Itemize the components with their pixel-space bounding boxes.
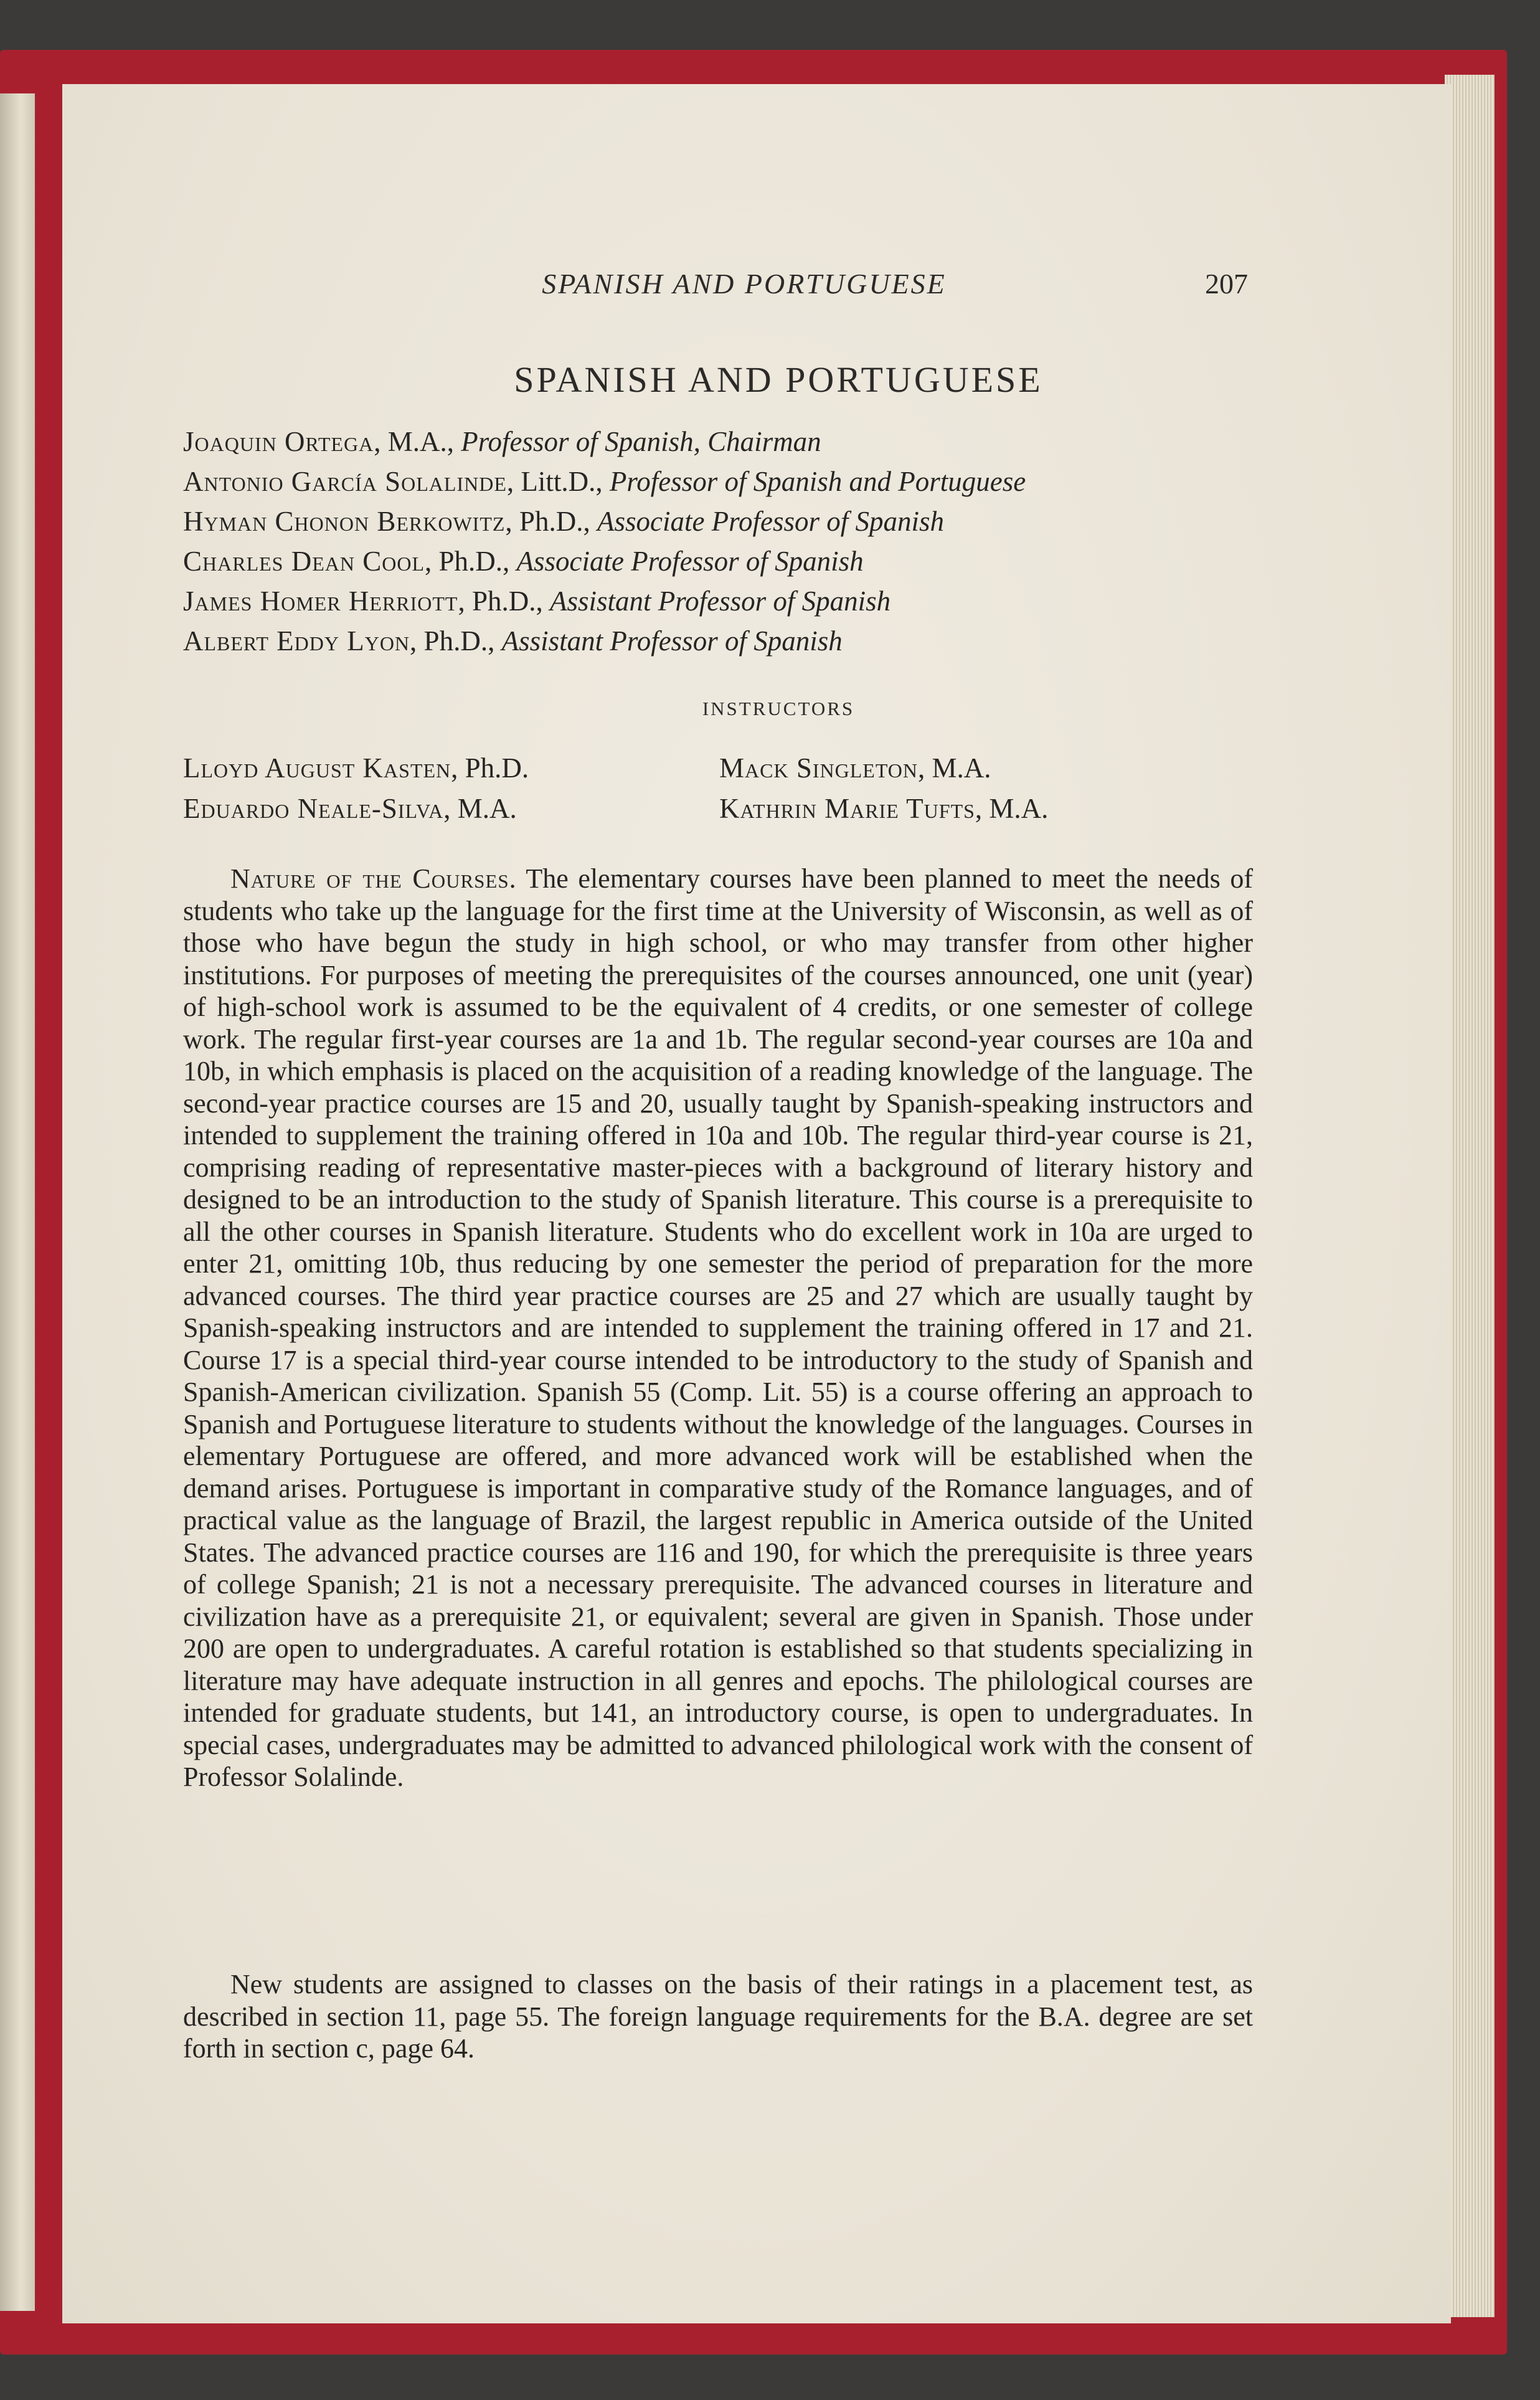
faculty-degree: , M.A.,	[374, 426, 461, 457]
faculty-entry	[183, 625, 1304, 665]
instructors-heading: INSTRUCTORS	[702, 698, 855, 719]
faculty-degree: , Litt.D.,	[506, 466, 610, 497]
faculty-name: Hyman Chonon Berkowitz	[183, 506, 506, 537]
faculty-title: Professor of Spanish, Chairman	[461, 426, 821, 457]
faculty-entry	[183, 505, 1304, 545]
previous-page-edge	[0, 93, 35, 2311]
faculty-name: Antonio García Solalinde	[183, 466, 507, 497]
faculty-entry	[183, 425, 1304, 465]
faculty-title: Assistant Professor of Spanish	[501, 625, 843, 657]
instructor-name: Kathrin Marie Tufts	[719, 793, 975, 824]
instructor-entry	[183, 752, 529, 784]
instructor-name: Lloyd August Kasten	[183, 752, 451, 784]
faculty-degree: , Ph.D.,	[458, 586, 550, 617]
faculty-list	[183, 425, 1304, 665]
instructor-degree: , M.A.	[443, 793, 517, 824]
instructor-entry	[183, 792, 517, 825]
paragraph-text: The elementary courses have been planned to meet the needs of students who take up the language for the first time at the University of Wisconsin, as well as of those who have begun the study in high school, or who may transfer from other higher institutions. For purposes of meeting the prerequisites of the courses announced, one unit (year) of high-school work is assumed to be the equivalent of 4 credits, or one semester of college work. The regular first-year courses are 1a and 1b. The regular second-year courses are 10a and 10b, in which emphasis is placed on the acquisition of a reading knowledge of the language. The second-year practice courses are 15 and 20, usually taught by Spanish-speaking instructors and intended to supplement the training offered in 10a and 10b. The regular third-year course is 21, comprising reading of representative master-pieces with a background of literary history and designed to be an introduction to the study of Spanish literature. This course is a prerequisite to all the other courses in Spanish literature. Students who do excellent work in 10a are urged to enter 21, omitting 10b, thus reducing by one semester the period of preparation for the more advanced courses. The third year practice courses are 25 and 27 which are usually taught by Spanish-speaking instructors and are intended to supplement the training offered in 17 and 21. Course 17 is a special third-year course intended to be introductory to the study of Spanish and Spanish-American civilization. Spanish 55 (Comp. Lit. 55) is a course offering an approach to Spanish and Portuguese literature to students without the knowledge of the languages. Courses in elementary Portuguese are offered, and more advanced work will be established when the demand arises. Portuguese is important in comparative study of the Romance languages, and of practical value as the language of Brazil, the largest republic in America outside of the United States. The advanced practice courses are 116 and 190, for which the prerequisite is three years of college Spanish; 21 is not a necessary prerequisite. The advanced courses in literature and civilization have as a prerequisite 21, or equivalent; several are given in Spanish. Those under 200 are open to undergraduates. A careful rotation is established so that students specializing in literature may have adequate instruction in all genres and epochs. The philological courses are intended for graduate students, but 141, an introductory course, is open to undergraduates. In special cases, undergraduates may be admitted to advanced philological work with the consent of Professor Solalinde.	[183, 863, 1253, 1792]
faculty-name: Charles Dean Cool	[183, 546, 425, 577]
running-title: SPANISH AND PORTUGUESE	[542, 268, 947, 300]
faculty-entry	[183, 465, 1304, 505]
page-number: 207	[1205, 268, 1248, 300]
instructor-name: Eduardo Neale-Silva	[183, 793, 444, 824]
faculty-entry	[183, 545, 1304, 585]
section-title: SPANISH AND PORTUGUESE	[514, 359, 1043, 400]
instructor-entry	[719, 752, 991, 784]
instructor-entry	[719, 792, 1048, 825]
page-stack-edge	[1445, 75, 1495, 2317]
paragraph-lead: Nature of the Courses.	[230, 863, 517, 894]
faculty-degree: , Ph.D.,	[505, 506, 597, 537]
faculty-name: Albert Eddy Lyon	[183, 625, 410, 657]
faculty-degree: , Ph.D.,	[425, 546, 517, 577]
instructor-degree: , M.A.	[975, 793, 1049, 824]
faculty-title: Associate Professor of Spanish	[516, 546, 864, 577]
faculty-title: Professor of Spanish and Portuguese	[609, 466, 1026, 497]
faculty-name: James Homer Herriott	[183, 586, 458, 617]
faculty-degree: , Ph.D.,	[410, 625, 502, 657]
instructor-degree: , Ph.D.	[451, 752, 529, 784]
body-paragraph: New students are assigned to classes on the basis of their ratings in a placement test, as described in section 11, page 55. The foreign language requirements for the B.A. degree are set forth in section c, page 64.	[183, 1969, 1253, 2064]
body-paragraph	[183, 863, 1253, 1793]
faculty-name: Joaquin Ortega	[183, 426, 374, 457]
instructor-name: Mack Singleton	[719, 752, 919, 784]
faculty-entry	[183, 585, 1304, 625]
instructor-degree: , M.A.	[918, 752, 991, 784]
faculty-title: Assistant Professor of Spanish	[550, 586, 891, 617]
faculty-title: Associate Professor of Spanish	[597, 506, 945, 537]
